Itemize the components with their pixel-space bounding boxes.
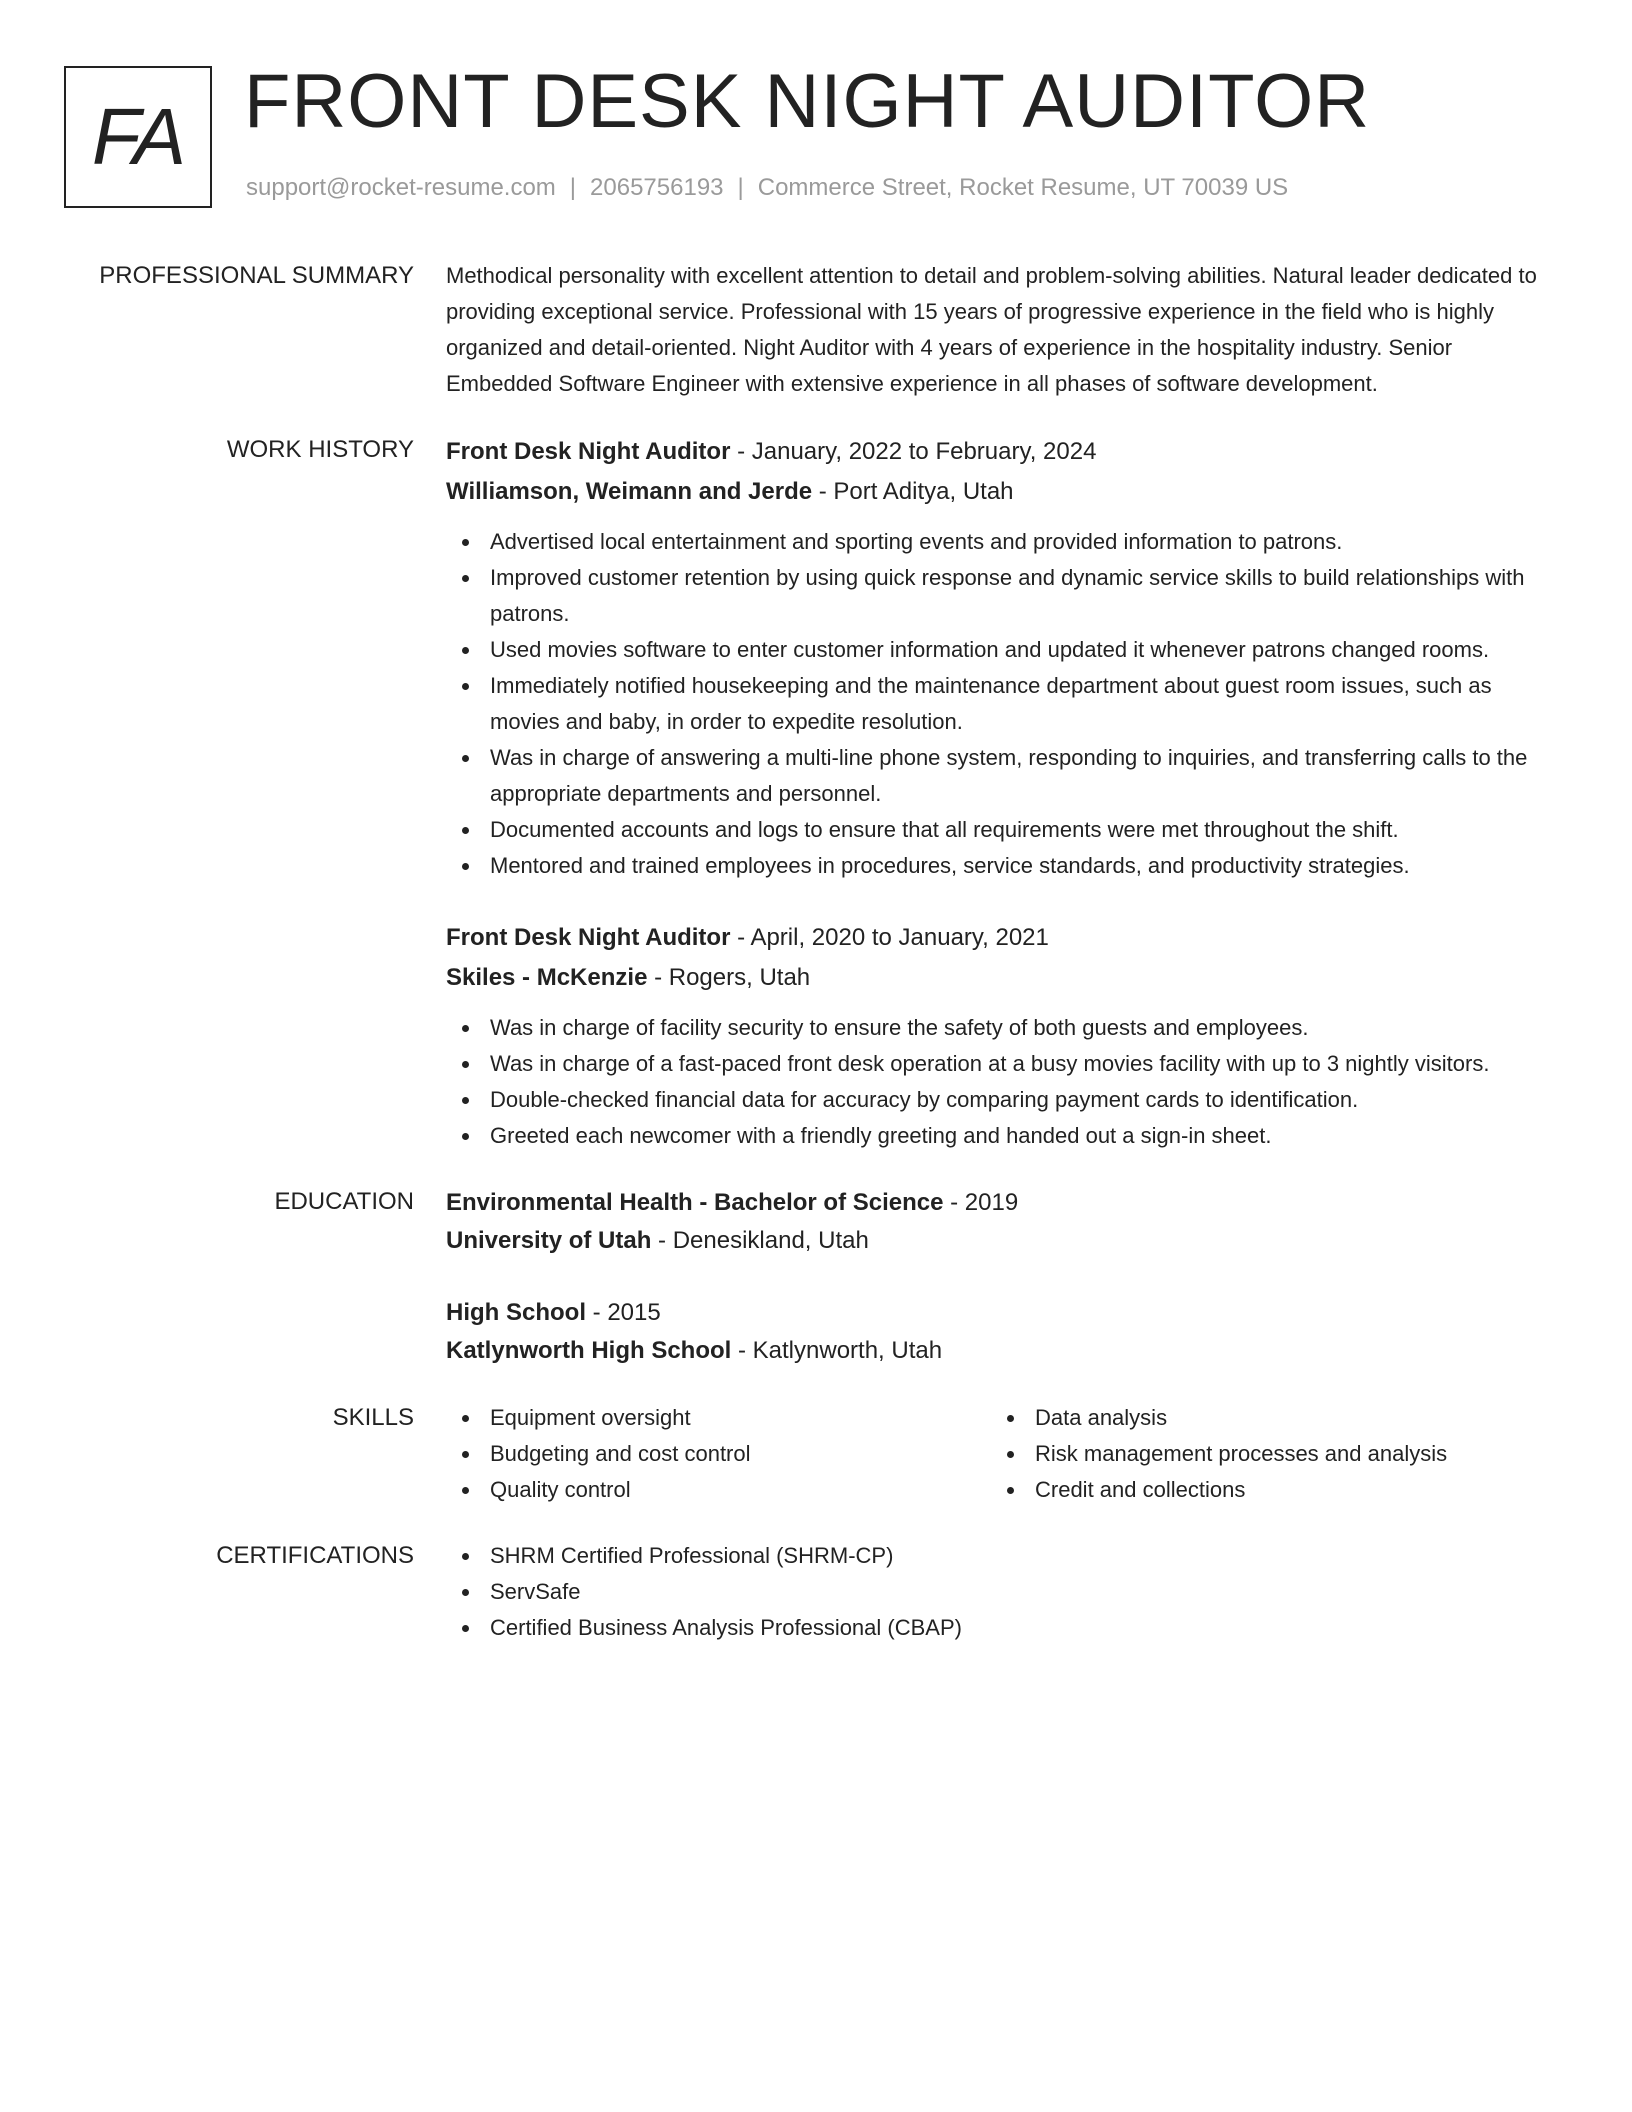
certifications-list [446,1538,1546,1646]
section-body [446,1184,1546,1370]
contact-email: support@rocket-resume.com [246,174,556,201]
monogram-initials: FA [91,92,185,181]
list-item: Mentored and trained employees in procedures, service standards, and productivity strategies. [446,848,1546,884]
job-bullets [446,1010,1546,1154]
job-company: Skiles - McKenzie [446,964,648,991]
education-entry [446,1294,1546,1370]
job-title-line [446,918,1546,958]
list-item: Credit and collections [991,1472,1536,1508]
monogram-box [64,66,212,208]
list-item: Was in charge of a fast-paced front desk operation at a busy movies facility with up to 3 nightly visitors. [446,1046,1546,1082]
job-title-line [446,432,1546,472]
education-school: Katlynworth High School [446,1337,732,1364]
education-location: - Denesikland, Utah [651,1227,869,1254]
skills-list [446,1400,991,1508]
list-item: Certified Business Analysis Professional (CBAP) [446,1610,1546,1646]
contact-address: Commerce Street, Rocket Resume, UT 70039 US [757,174,1289,201]
resume-header [64,59,1568,208]
education-school-line [446,1332,1546,1370]
contact-phone: 2065756193 [590,174,724,201]
skills-column-right [991,1400,1536,1508]
education-school-line [446,1222,1546,1260]
list-item: ServSafe [446,1574,1546,1610]
list-item: Was in charge of facility security to ensure the safety of both guests and employees. [446,1010,1546,1046]
list-item: Double-checked financial data for accuracy by comparing payment cards to identification. [446,1082,1546,1118]
section-skills [64,1400,1564,1508]
job-company: Williamson, Weimann and Jerde [446,478,813,505]
section-body [446,258,1546,402]
job-location: - Rogers, Utah [647,964,811,991]
list-item: Improved customer retention by using quick response and dynamic service skills to build relationships with patrons. [446,560,1546,632]
section-body [446,1538,1546,1646]
summary-text: Methodical personality with excellent attention to detail and problem-solving abilities. Natural leader dedicated to providing exceptional service. Professional with 15 years of progressive experience in the field who is highly organized and detail-oriented. Night Auditor with 4 years of experience in the hospitality industry. Senior Embedded Software Engineer with extensive experience in all phases of software development. [446,263,1537,396]
education-year: - 2019 [943,1189,1019,1216]
list-item: Advertised local entertainment and sporting events and provided information to patrons. [446,524,1546,560]
list-item: SHRM Certified Professional (SHRM-CP) [446,1538,1546,1574]
skills-column-left [446,1400,991,1508]
education-location: - Katlynworth, Utah [731,1337,943,1364]
section-label: WORK HISTORY [226,436,414,463]
list-item: Quality control [446,1472,991,1508]
list-item: Data analysis [991,1400,1536,1436]
job-company-line [446,958,1546,998]
skills-grid [446,1400,1546,1508]
section-label: EDUCATION [274,1188,414,1215]
list-item: Was in charge of answering a multi-line phone system, responding to inquiries, and transferring calls to the appropriate departments and personnel. [446,740,1546,812]
skills-list [991,1400,1536,1508]
section-body [446,432,1546,1154]
job-location: - Port Aditya, Utah [812,478,1014,505]
education-entry [446,1184,1546,1260]
job-title: Front Desk Night Auditor [446,438,731,465]
job-dates: - January, 2022 to February, 2024 [730,438,1097,465]
education-year: - 2015 [586,1299,661,1326]
job-bullets [446,524,1546,884]
education-degree-line [446,1294,1546,1332]
section-label: CERTIFICATIONS [216,1542,414,1569]
list-item: Greeted each newcomer with a friendly greeting and handed out a sign-in sheet. [446,1118,1546,1154]
job-entry [446,432,1546,884]
section-certifications [64,1538,1564,1646]
education-degree: Environmental Health - Bachelor of Science [446,1189,944,1216]
job-title: Front Desk Night Auditor [446,924,731,951]
candidate-name: FRONT DESK NIGHT AUDITOR [244,59,1371,144]
section-label: SKILLS [332,1404,414,1431]
resume-sections [64,258,1564,1676]
job-entry [446,918,1546,1154]
section-professional-summary [64,258,1564,402]
section-label: PROFESSIONAL SUMMARY [99,262,414,289]
education-degree-line [446,1184,1546,1222]
contact-separator: | [569,174,577,201]
list-item: Equipment oversight [446,1400,991,1436]
section-education [64,1184,1564,1370]
list-item: Budgeting and cost control [446,1436,991,1472]
job-dates: - April, 2020 to January, 2021 [730,924,1049,951]
list-item: Used movies software to enter customer information and updated it whenever patrons changed rooms. [446,632,1546,668]
contact-separator: | [737,174,744,201]
education-school: University of Utah [446,1227,652,1254]
job-company-line [446,472,1546,512]
list-item: Immediately notified housekeeping and the maintenance department about guest room issues, such as movies and baby, in order to expedite resolution. [446,668,1546,740]
education-degree: High School [446,1299,586,1326]
list-item: Documented accounts and logs to ensure that all requirements were met throughout the shift. [446,812,1546,848]
section-work-history [64,432,1564,1154]
list-item: Risk management processes and analysis [991,1436,1536,1472]
contact-line [246,174,1288,203]
section-body [446,1400,1546,1508]
